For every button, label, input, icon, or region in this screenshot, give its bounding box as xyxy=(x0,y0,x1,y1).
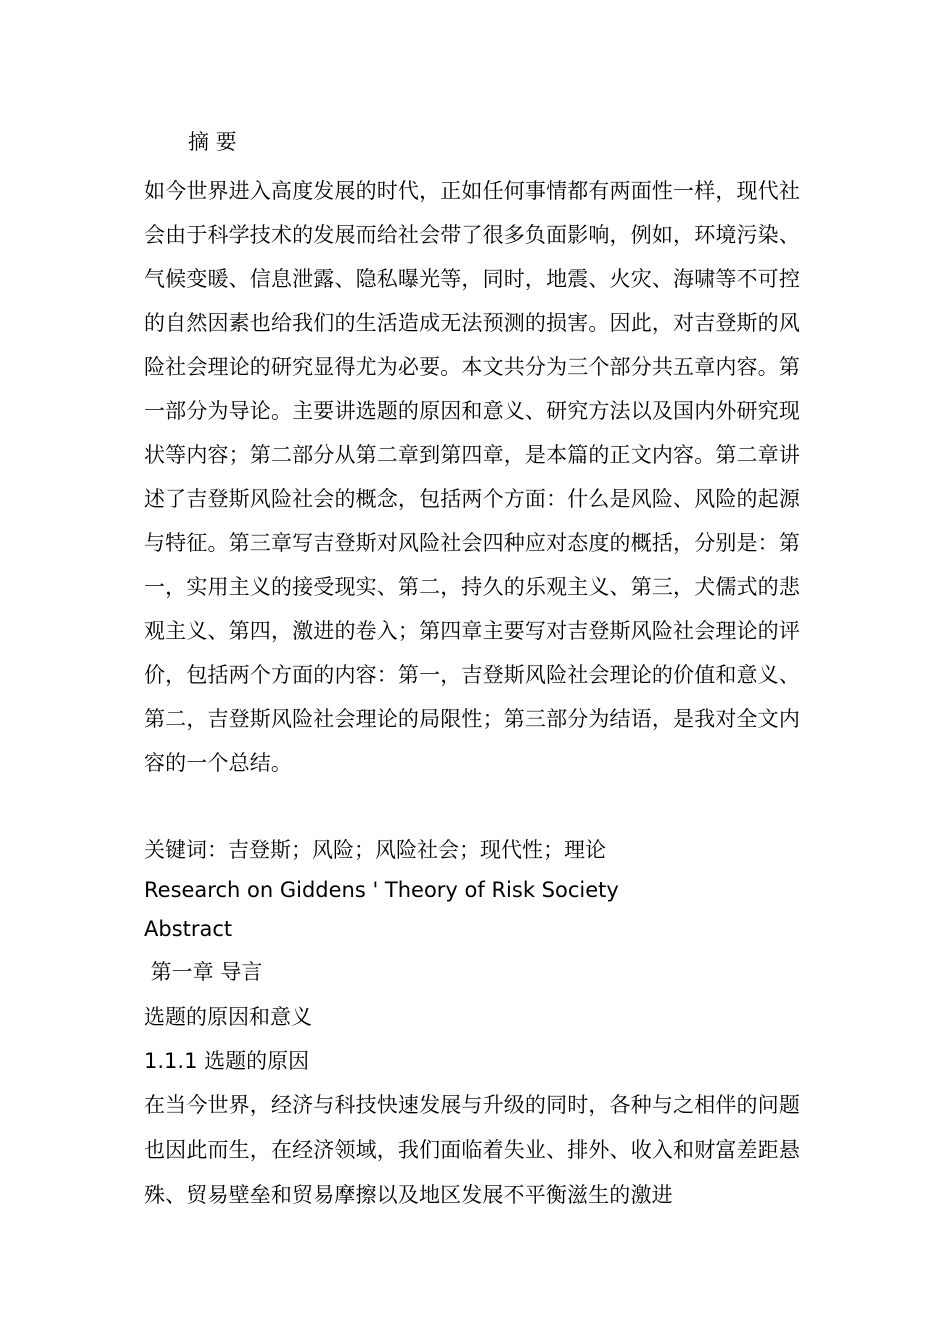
keywords-line: 关键词：吉登斯；风险；风险社会；现代性；理论 xyxy=(144,838,606,862)
section-title: 选题的原因和意义 xyxy=(144,1005,312,1029)
chapter-title: 第一章 导言 xyxy=(144,960,263,984)
english-abstract-heading: Abstract xyxy=(144,917,233,941)
subsection-title: 1.1.1 选题的原因 xyxy=(144,1049,310,1073)
abstract-paragraph: 如今世界进入高度发展的时代，正如任何事情都有两面性一样，现代社会由于科学技术的发展而给社会带了很多负面影响，例如，环境污染、气候变暖、信息泄露、隐私曝光等，同时，地震、火灾、海啸等不可控的自然因素也给我们的生活造成无法预测的损害。因此，对吉登斯的风险社会理论的研究显得尤为必要。本文共分为三个部分共五章内容。第一部分为导论。主要讲选题的原因和意义、研究方法以及国内外研究现状等内容；第二部分从第二章到第四章，是本篇的正文内容。第二章讲述了吉登斯风险社会的概念，包括两个方面：什么是风险、风险的起源与特征。第三章写吉登斯对风险社会四种应对态度的概括，分别是：第一，实用主义的接受现实、第二，持久的乐观主义、第三，犬儒式的悲观主义、第四，激进的卷入；第四章主要写对吉登斯风险社会理论的评价，包括两个方面的内容：第一，吉登斯风险社会理论的价值和意义、第二，吉登斯风险社会理论的局限性；第三部分为结语，是我对全文内容的一个总结。 xyxy=(144,179,800,775)
english-title: Research on Giddens ' Theory of Risk Society xyxy=(144,878,619,902)
body-paragraph: 在当今世界，经济与科技快速发展与升级的同时，各种与之相伴的问题也因此而生，在经济领域，我们面临着失业、排外、收入和财富差距悬殊、贸易壁垒和贸易摩擦以及地区发展不平衡滋生的激进 xyxy=(144,1093,800,1207)
abstract-heading: 摘 要 xyxy=(188,130,237,154)
